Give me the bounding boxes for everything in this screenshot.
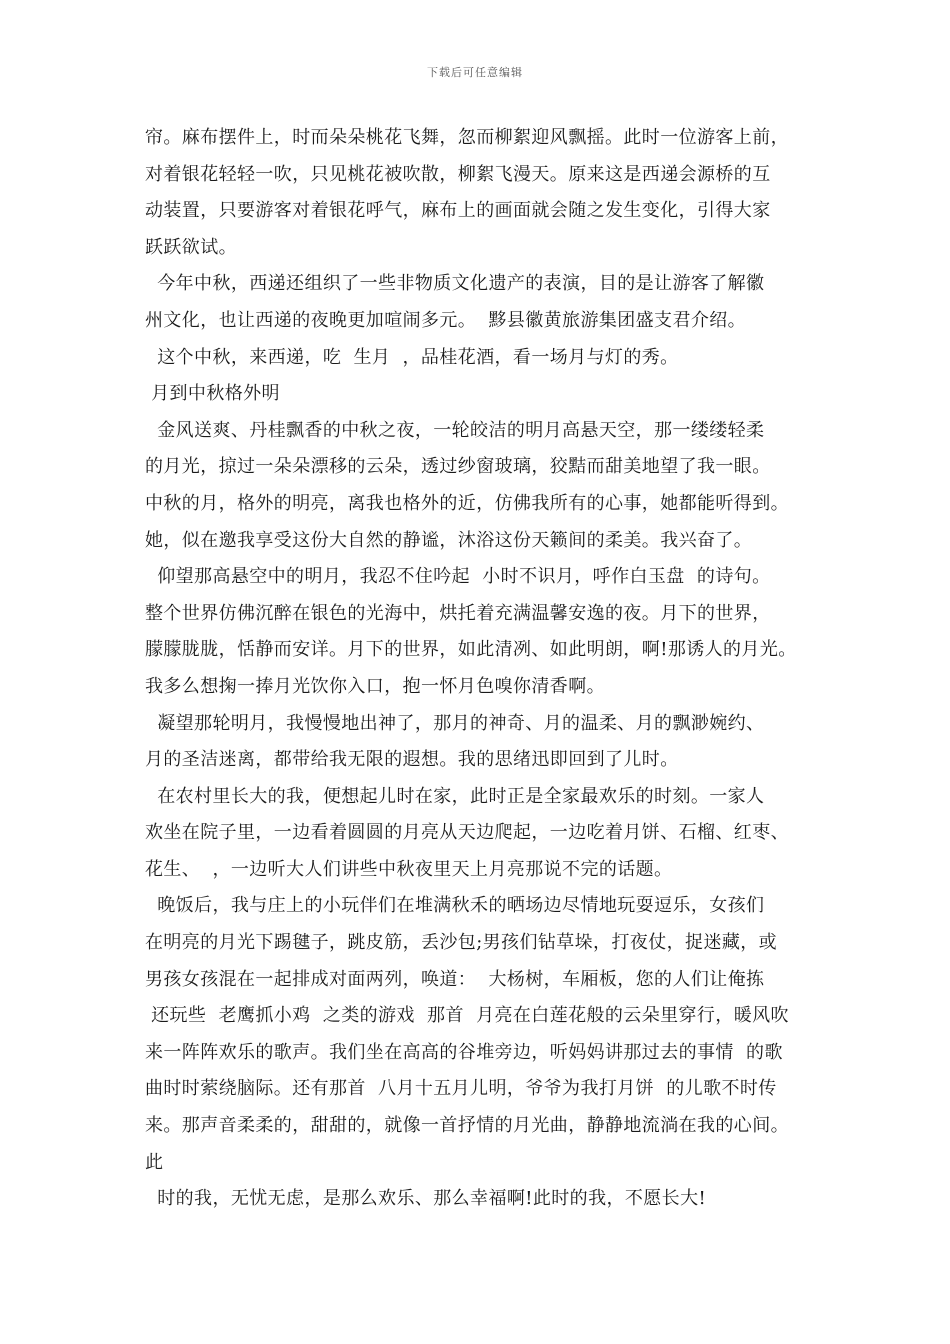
text-line: 凝望那轮明月，我慢慢地出神了，那月的神奇、月的温柔、月的飘渺婉约、 bbox=[145, 712, 765, 734]
text-line: 朦朦胧胧，恬静而安详。月下的世界，如此清冽、如此明朗，啊!那诱人的月光。 bbox=[145, 639, 797, 661]
text-line: 对着银花轻轻一吹，只见桃花被吹散，柳絮飞漫天。原来这是西递会源桥的互 bbox=[145, 163, 771, 185]
text-line: 金风送爽、丹桂飘香的中秋之夜，一轮皎洁的明月高悬天空，那一缕缕轻柔 bbox=[145, 419, 765, 441]
text-line: 州文化，也让西递的夜晚更加喧闹多元。 黟县徽黄旅游集团盛支君介绍。 bbox=[145, 309, 747, 331]
text-line: 中秋的月，格外的明亮，离我也格外的近，仿佛我所有的心事，她都能听得到。 bbox=[145, 492, 789, 514]
text-line: 还玩些 老鹰抓小鸡 之类的游戏 那首 月亮在白莲花般的云朵里穿行，暖风吹 bbox=[145, 1005, 789, 1027]
text-line: 动装置，只要游客对着银花呼气，麻布上的画面就会随之发生变化，引得大家 bbox=[145, 200, 771, 222]
text-line: 这个中秋，来西递，吃 生月 ，品桂花酒，看一场月与灯的秀。 bbox=[145, 346, 679, 368]
text-line: 帘。麻布摆件上，时而朵朵桃花飞舞，忽而柳絮迎风飘摇。此时一位游客上前， bbox=[145, 127, 789, 148]
text-line: 今年中秋，西递还组织了一些非物质文化遗产的表演，目的是让游客了解徽 bbox=[145, 273, 765, 295]
text-line: 的月光，掠过一朵朵漂移的云朵，透过纱窗玻璃，狡黠而甜美地望了我一眼。 bbox=[145, 456, 771, 478]
text-line: 时的我，无忧无虑，是那么欢乐、那么幸福啊!此时的我，不愿长大! bbox=[145, 1188, 707, 1210]
text-line: 跃跃欲试。 bbox=[145, 236, 237, 258]
text-line: 花生、 ，一边听大人们讲些中秋夜里天上月亮那说不完的话题。 bbox=[145, 858, 673, 880]
text-line: 曲时时萦绕脑际。还有那首 八月十五月儿明，爷爷为我打月饼 的儿歌不时传 bbox=[145, 1078, 777, 1100]
text-line: 她，似在邀我享受这份大自然的静谧，沐浴这份天籁间的柔美。我兴奋了。 bbox=[145, 529, 753, 551]
text-line: 来一阵阵欢乐的歌声。我们坐在高高的谷堆旁边，听妈妈讲那过去的事情 的歌 bbox=[145, 1041, 783, 1063]
text-line: 来。那声音柔柔的，甜甜的，就像一首抒情的月光曲，静静地流淌在我的心间。 bbox=[145, 1115, 789, 1137]
text-line: 整个世界仿佛沉醉在银色的光海中，烘托着充满温馨安逸的夜。月下的世界， bbox=[145, 602, 771, 624]
text-line: 我多么想掬一捧月光饮你入口，抱一怀月色嗅你清香啊。 bbox=[145, 675, 605, 697]
text-line: 仰望那高悬空中的明月，我忍不住吟起 小时不识月，呼作白玉盘 的诗句。 bbox=[145, 566, 771, 588]
text-line: 晚饭后，我与庄上的小玩伴们在堆满秋禾的晒场边尽情地玩耍逗乐，女孩们 bbox=[145, 895, 765, 917]
page-header: 下载后可任意编辑 bbox=[427, 66, 523, 79]
text-line: 欢坐在院子里，一边看着圆圆的月亮从天边爬起，一边吃着月饼、石榴、红枣、 bbox=[145, 822, 789, 844]
document-body bbox=[145, 120, 825, 1218]
text-line: 月到中秋格外明 bbox=[145, 383, 280, 405]
text-line: 此 bbox=[145, 1151, 164, 1173]
text-line: 在农村里长大的我，便想起儿时在家，此时正是全家最欢乐的时刻。一家人 bbox=[145, 785, 765, 807]
text-line: 月的圣洁迷离，都带给我无限的遐想。我的思绪迅即回到了儿时。 bbox=[145, 749, 679, 771]
text-line: 在明亮的月光下踢毽子，跳皮筋，丢沙包;男孩们钻草垛，打夜仗，捉迷藏，或 bbox=[145, 932, 778, 954]
text-line: 男孩女孩混在一起排成对面两列，唤道： 大杨树，车厢板，您的人们让俺拣 bbox=[145, 968, 765, 990]
